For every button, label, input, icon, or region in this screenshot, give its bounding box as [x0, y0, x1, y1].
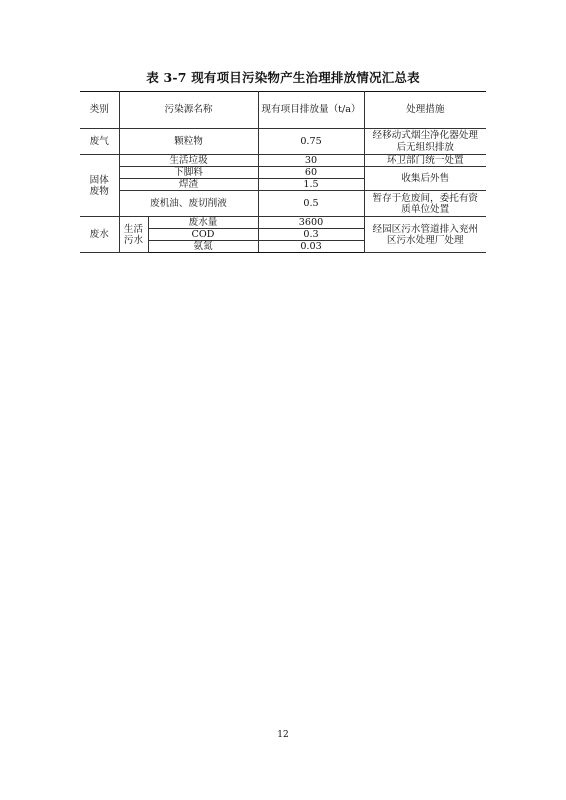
table-title: 表 3-7 现有项目污染物产生治理排放情况汇总表: [146, 70, 420, 85]
source-cell: 焊渣: [119, 179, 258, 191]
source-cell: 废水量: [148, 217, 258, 229]
measure-cell: 环卫部门统一处置: [364, 155, 486, 167]
category-waste-gas: 废气: [80, 129, 119, 155]
page-number: 12: [277, 730, 289, 740]
measure-line: 暂存于危废间，委托有资: [372, 192, 479, 204]
table-row: [80, 217, 486, 229]
source-cell: 废机油、废切削液: [119, 191, 258, 217]
header-measure: 处理措施: [364, 92, 486, 129]
subcategory-line: 生活: [123, 223, 144, 235]
category-solid-waste: [80, 155, 119, 217]
category-wastewater: 废水: [80, 217, 119, 253]
emission-cell: 1.5: [258, 179, 364, 191]
source-cell: 氨氮: [148, 241, 258, 253]
table-row: [80, 129, 486, 155]
category-line: 废物: [89, 185, 109, 197]
source-cell: 生活垃圾: [119, 155, 258, 167]
emission-cell: 0.75: [258, 129, 364, 155]
measure-line: 质单位处置: [401, 203, 450, 215]
measure-cell: [364, 191, 486, 217]
subcategory-line: 污水: [123, 234, 144, 246]
category-line: 固体: [89, 174, 109, 186]
emission-cell: 30: [258, 155, 364, 167]
measure-cell: 收集后外售: [364, 167, 486, 191]
measure-cell: [364, 217, 486, 253]
header-category: 类别: [80, 92, 119, 129]
emission-cell: 0.5: [258, 191, 364, 217]
subcategory-domestic-sewage: [119, 217, 148, 253]
table-row: [80, 155, 486, 167]
source-cell: 颗粒物: [119, 129, 258, 155]
table-row: [80, 191, 486, 217]
emission-cell: 60: [258, 167, 364, 179]
pollutant-summary-table: [80, 91, 486, 253]
measure-cell: [364, 129, 486, 155]
table-row: [80, 167, 486, 179]
emission-cell: 3600: [258, 217, 364, 229]
source-cell: COD: [148, 229, 258, 241]
measure-line: 后无组织排放: [396, 141, 455, 153]
measure-line: 经园区污水管道排入兖州: [372, 223, 479, 235]
header-emission: 现有项目排放量（t/a）: [258, 92, 364, 129]
emission-cell: 0.03: [258, 241, 364, 253]
source-cell: 下脚料: [119, 167, 258, 179]
header-source: 污染源名称: [119, 92, 258, 129]
measure-line: 经移动式烟尘净化器处理: [372, 130, 479, 142]
measure-line: 区污水处理厂处理: [386, 234, 464, 246]
table-header-row: [80, 92, 486, 129]
emission-cell: 0.3: [258, 229, 364, 241]
